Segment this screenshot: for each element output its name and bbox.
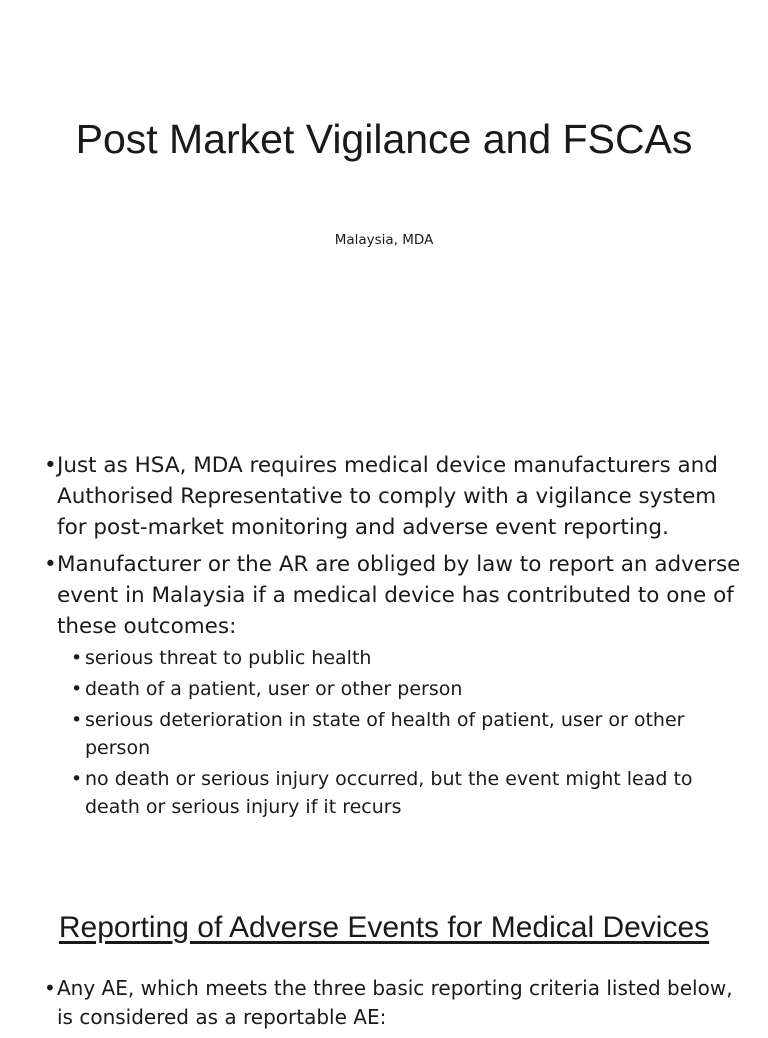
main-bullet-list — [44, 450, 744, 827]
sub-bullet-item: • serious threat to public health — [71, 644, 744, 672]
bullet-vigilance-requirement: • Just as HSA, MDA requires medical device manufacturers and Authorised Representative to comply with a vigilance system for post-market monitoring and adverse event reporting. — [44, 450, 744, 543]
bullet-reporting-obligation — [44, 549, 744, 821]
outcome-sub-bullet-list — [71, 644, 744, 821]
sub-bullet-item: • death of a patient, user or other person — [71, 675, 744, 703]
sub-bullet-item: • serious deterioration in state of health of patient, user or other person — [71, 706, 744, 762]
bullet-reportable-ae: • Any AE, which meets the three basic reporting criteria listed below, is considered as a reportable AE: — [44, 974, 744, 1032]
slide-subtitle: Malaysia, MDA — [334, 232, 434, 248]
section-bullet-list — [44, 974, 744, 1038]
sub-bullet-item: • no death or serious injury occurred, but the event might lead to death or serious injury if it recurs — [71, 765, 744, 821]
section-heading: Reporting of Adverse Events for Medical Devices — [58, 911, 710, 944]
slide-title: Post Market Vigilance and FSCAs — [75, 116, 693, 162]
bullet-reporting-obligation-text: Manufacturer or the AR are obliged by law to report an adverse event in Malaysia if a medical device has contributed to one of these outcomes: — [57, 552, 741, 639]
